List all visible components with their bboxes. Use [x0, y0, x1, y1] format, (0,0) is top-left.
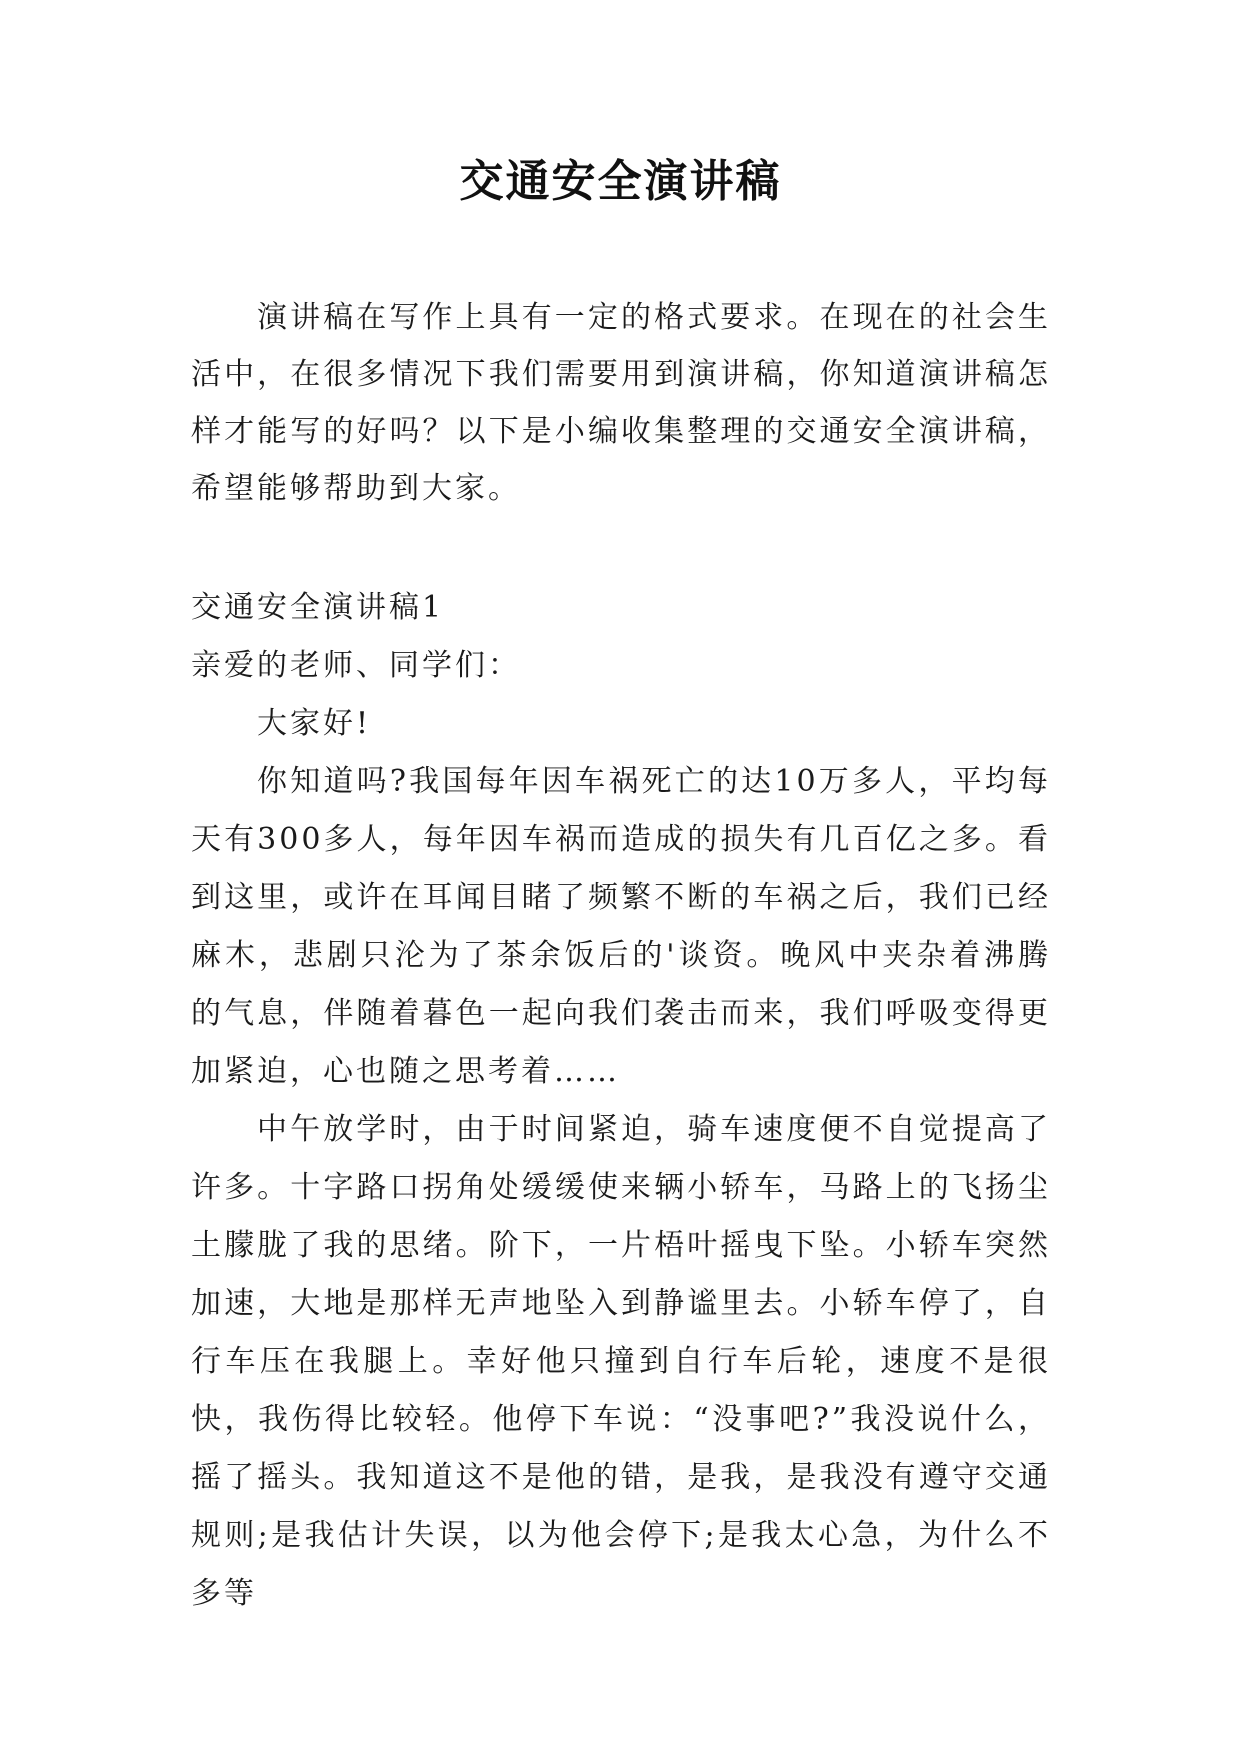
greeting: 大家好! [257, 706, 372, 741]
body-paragraph: 你知道吗?我国每年因车祸死亡的达10万多人，平均每天有300多人，每年因车祸而造成的损失有几百亿之多。看到这里，或许在耳闻目睹了频繁不断的车祸之后，我们已经麻木，悲剧只沦为了茶余饭后的'谈资。晚风中夹杂着沸腾的气息，伴随着暮色一起向我们袭击而来，我们呼吸变得更加紧迫，心也随之思考着…… [191, 764, 1051, 1089]
intro-paragraph: 演讲稿在写作上具有一定的格式要求。在现在的社会生活中，在很多情况下我们需要用到演讲稿，你知道演讲稿怎样才能写的好吗？以下是小编收集整理的交通安全演讲稿，希望能够帮助到大家。 [191, 300, 1051, 506]
body-paragraph: 中午放学时，由于时间紧迫，骑车速度便不自觉提高了许多。十字路口拐角处缓缓使来辆小轿车，马路上的飞扬尘土朦胧了我的思绪。阶下，一片梧叶摇曳下坠。小轿车突然加速，大地是那样无声地坠入到静谧里去。小轿车停了，自行车压在我腿上。幸好他只撞到自行车后轮，速度不是很快，我伤得比较轻。他停下车说：“没事吧?”我没说什么，摇了摇头。我知道这不是他的错，是我，是我没有遵守交通规则;是我估计失误，以为他会停下;是我太心急，为什么不多等 [191, 1112, 1051, 1611]
section-heading: 交通安全演讲稿1 [191, 590, 445, 625]
document-title: 交通安全演讲稿 [459, 156, 782, 207]
salutation: 亲爱的老师、同学们： [191, 648, 521, 683]
speech-body [191, 579, 1051, 1623]
intro-block [191, 289, 1051, 517]
